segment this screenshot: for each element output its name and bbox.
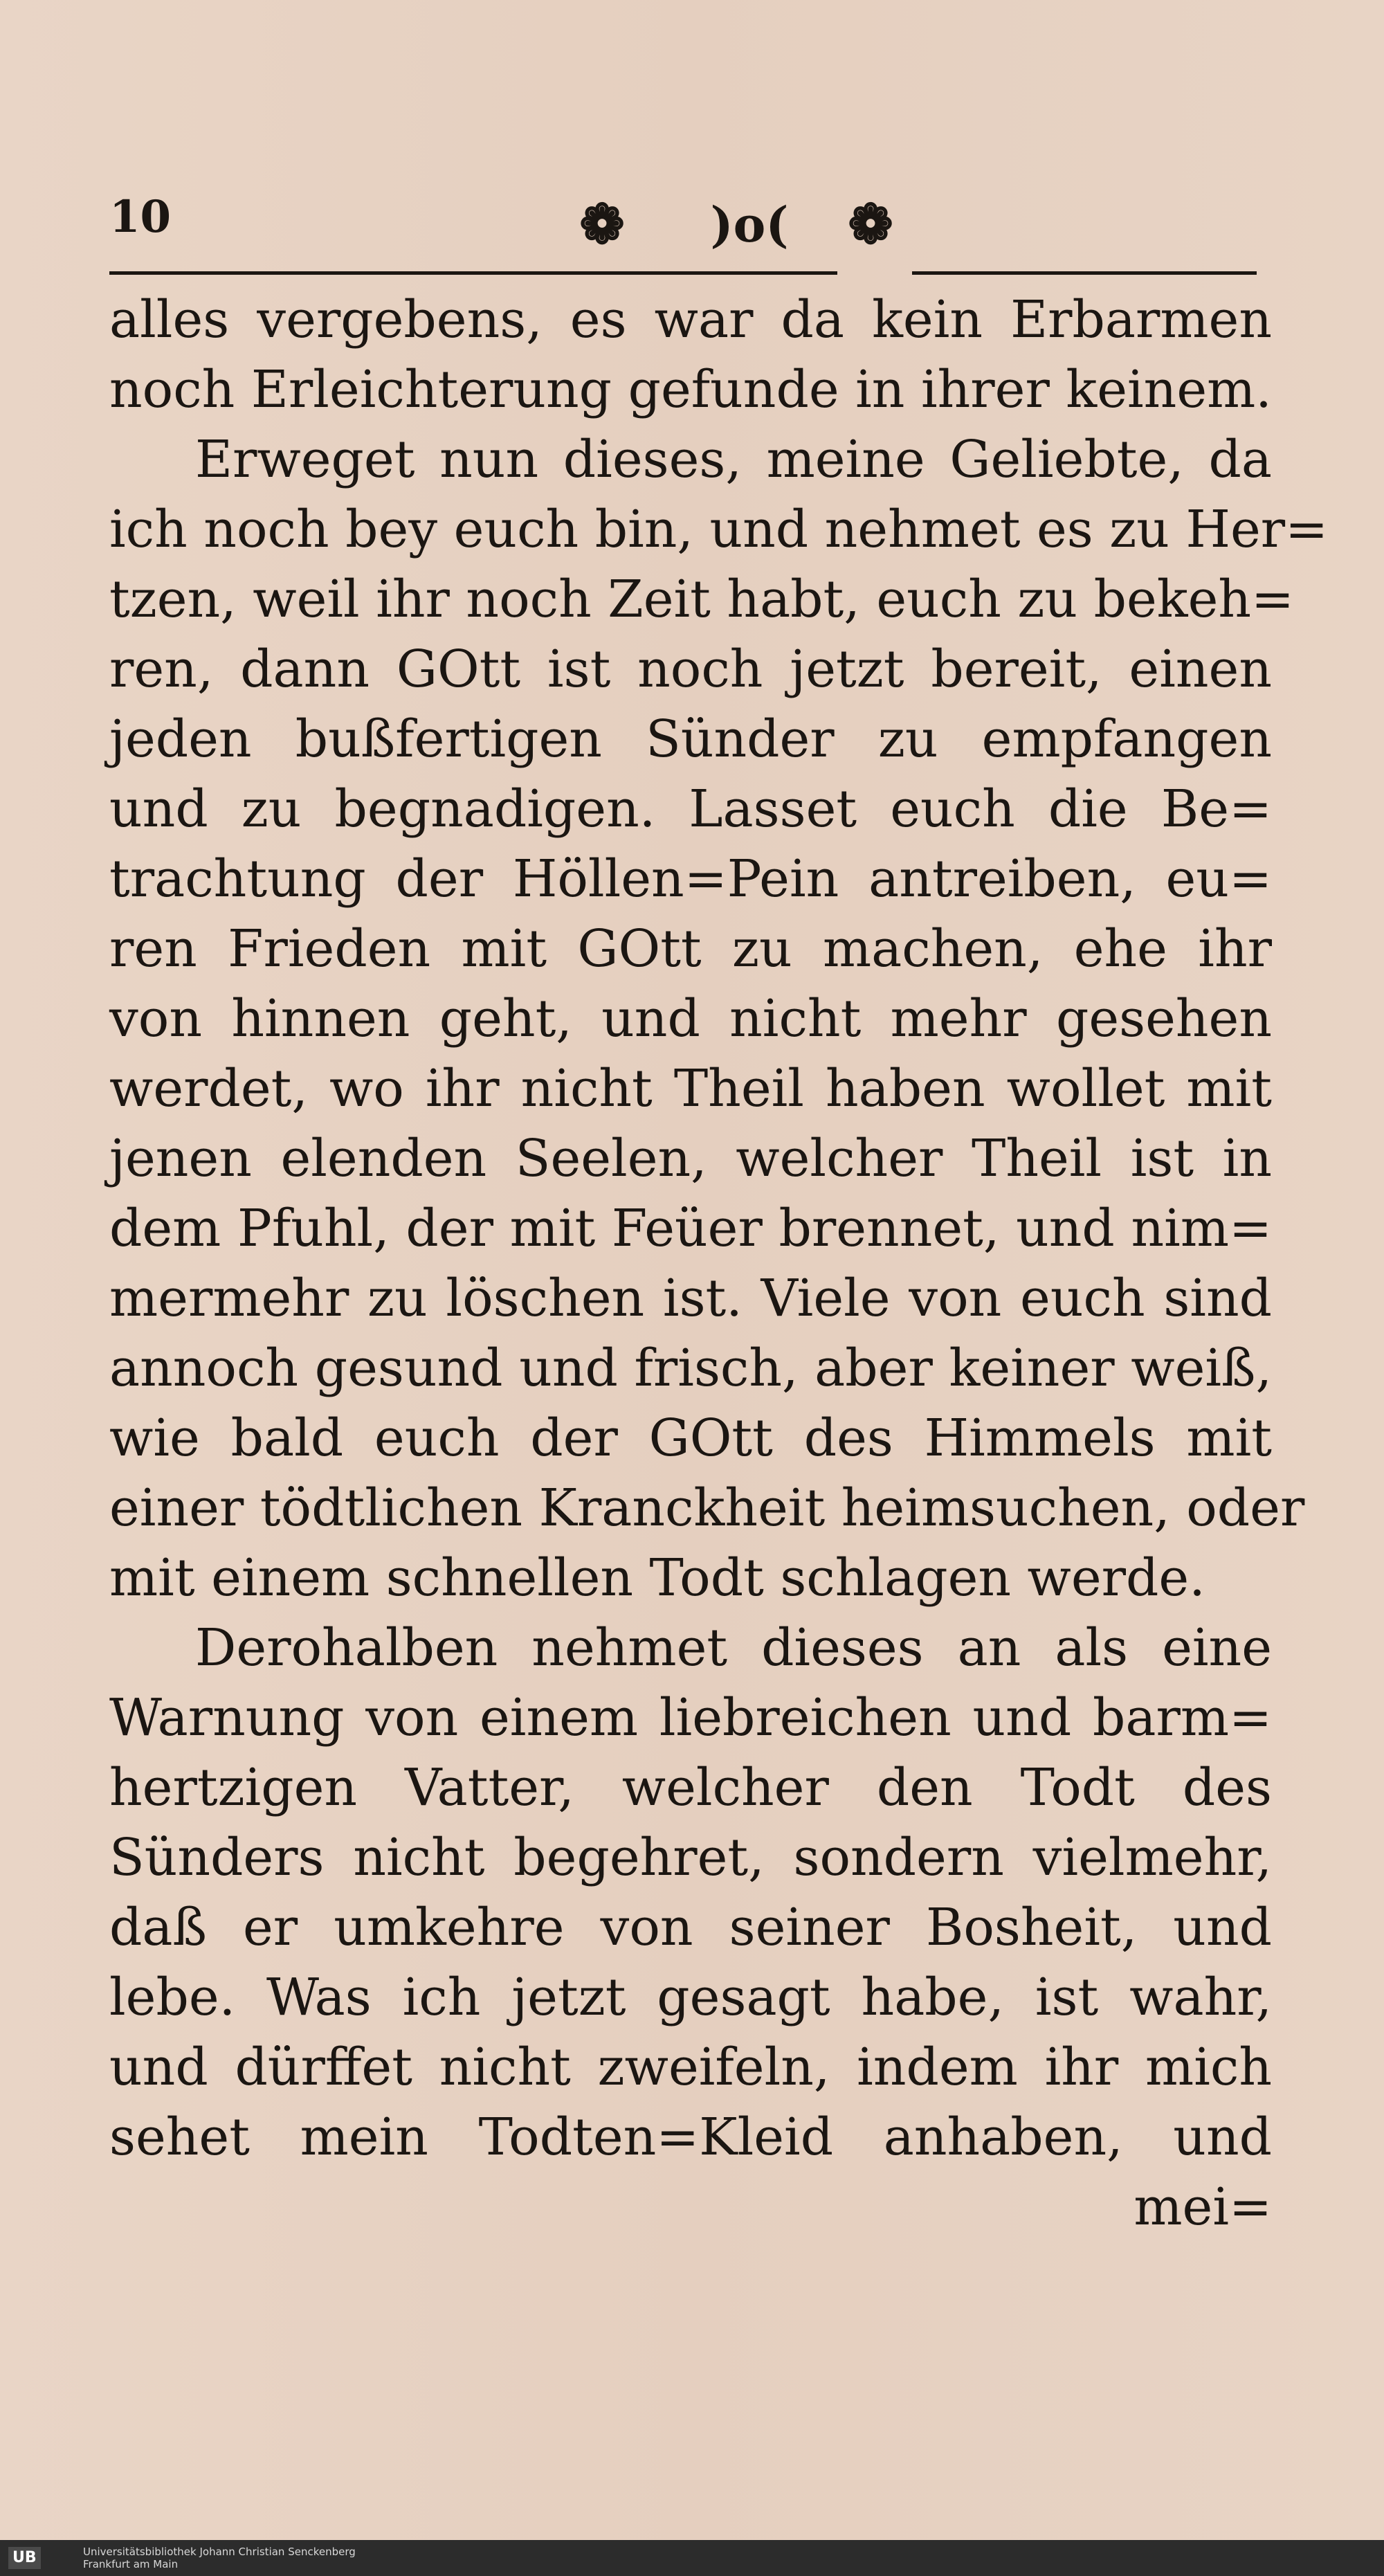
flower-ornament-left-icon: ❁: [579, 193, 625, 256]
text-line: Sünders nicht begehret, sondern vielmehr,: [109, 1828, 1272, 1887]
text-line: ren, dann GOtt ist noch jetzt bereit, einen: [109, 640, 1272, 699]
text-line: alles vergebens, es war da kein Erbarmen: [109, 290, 1272, 350]
text-line: sehet mein Todten=Kleid anhaben, und: [109, 2107, 1272, 2167]
text-line: einer tödtlichen Kranckheit heimsuchen, oder: [109, 1478, 1305, 1538]
text-line: jenen elenden Seelen, welcher Theil ist in: [109, 1129, 1272, 1188]
text-line: mit einem schnellen Todt schlagen werde.: [109, 1548, 1205, 1608]
catchword: mei=: [1133, 2177, 1272, 2237]
text-line: ren Frieden mit GOtt zu machen, ehe ihr: [109, 919, 1272, 979]
text-line: werdet, wo ihr nicht Theil haben wollet mit: [109, 1059, 1272, 1118]
text-line: lebe. Was ich jetzt gesagt habe, ist wahr,: [109, 1968, 1272, 2027]
text-line: trachtung der Höllen=Pein antreiben, eu=: [109, 849, 1272, 909]
flower-ornament-right-icon: ❁: [848, 193, 893, 256]
footer-city: Frankfurt am Main: [83, 2558, 179, 2570]
text-line: ich noch bey euch bin, und nehmet es zu Her=: [109, 500, 1329, 559]
text-line: hertzigen Vatter, welcher den Todt des: [109, 1758, 1272, 1817]
text-line: von hinnen geht, und nicht mehr gesehen: [109, 989, 1272, 1049]
header-rule-left: [109, 271, 837, 275]
footer-institution: Universitätsbibliothek Johann Christian Senckenberg: [83, 2546, 356, 2558]
text-line: Derohalben nehmet dieses an als eine: [195, 1618, 1272, 1678]
body-text: [109, 285, 1329, 2242]
header-rule-right: [912, 271, 1257, 275]
text-line: und zu begnadigen. Lasset euch die Be=: [109, 779, 1272, 839]
text-line: dem Pfuhl, der mit Feüer brennet, und nim=: [109, 1199, 1272, 1258]
page-number: 10: [109, 191, 172, 243]
center-ornament-icon: )o(: [710, 196, 789, 253]
text-line: Warnung von einem liebreichen und barm=: [109, 1688, 1272, 1748]
library-footer: [0, 2540, 1384, 2576]
text-line: tzen, weil ihr noch Zeit habt, euch zu bekeh=: [109, 570, 1295, 629]
footer-credit: [83, 2546, 356, 2570]
text-line: und dürffet nicht zweifeln, indem ihr mich: [109, 2038, 1272, 2097]
text-line: noch Erleichterung gefunde in ihrer keinem.: [109, 360, 1272, 419]
text-line: mermehr zu löschen ist. Viele von euch sind: [109, 1269, 1272, 1328]
text-line: annoch gesund und frisch, aber keiner weiß,: [109, 1339, 1272, 1398]
text-line: wie bald euch der GOtt des Himmels mit: [109, 1408, 1272, 1468]
text-line: jeden bußfertigen Sünder zu empfangen: [109, 709, 1272, 769]
library-logo-icon: UB: [8, 2547, 41, 2569]
text-line: Erweget nun dieses, meine Geliebte, da: [195, 430, 1272, 489]
text-line: daß er umkehre von seiner Bosheit, und: [109, 1898, 1272, 1957]
